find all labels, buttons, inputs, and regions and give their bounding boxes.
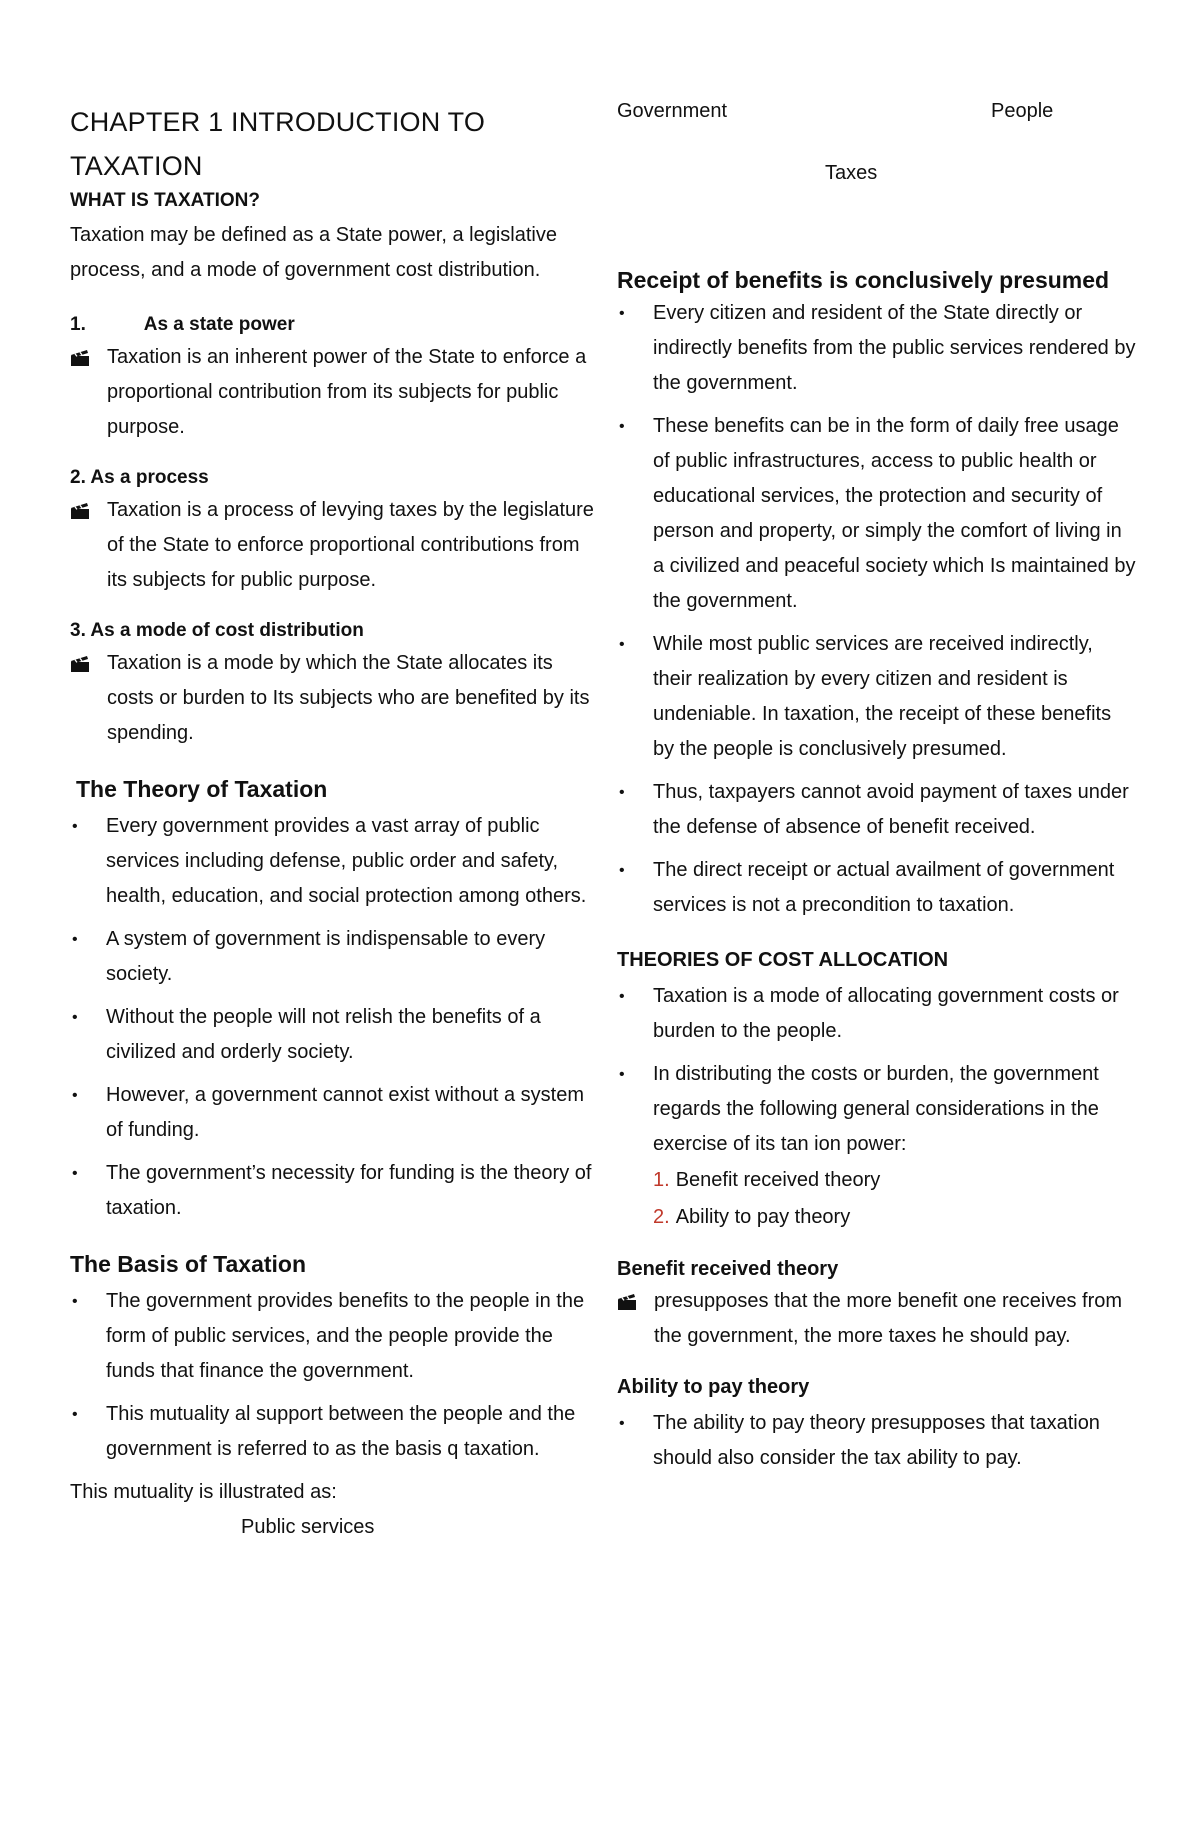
benefit-received-item: [617, 1284, 1137, 1354]
ability-to-pay-list: [617, 1406, 1137, 1476]
clapperboard-icon: [617, 1293, 637, 1311]
list-item: • Thus, taxpayers cannot avoid payment of taxes under the defense of absence of benefit received.: [619, 781, 1129, 838]
list-item: • While most public services are received indirectly, their realization by every citizen and resident is undeniable. In taxation, the receipt of these benefits by the people is conclusively presumed.: [619, 633, 1112, 760]
state-power-item: [70, 340, 600, 445]
cost-allocation-theories: [617, 1162, 1137, 1236]
basis-heading: The Basis of Taxation: [70, 1251, 307, 1277]
list-item: • The ability to pay theory presupposes that taxation should also consider the tax ability to pay.: [619, 1412, 1100, 1469]
state-power-heading: [70, 310, 600, 340]
cost-allocation-list: [617, 979, 1137, 1162]
clapperboard-icon: [70, 349, 90, 367]
state-power-number: 1.: [70, 314, 86, 335]
cost-distribution-text: Taxation is a mode by which the State allocates its costs or burden to Its subjects who are benefited by its spending.: [107, 652, 590, 744]
numbered-item: 2. Ability to pay theory: [653, 1206, 851, 1228]
what-is-taxation-text: Taxation may be defined as a State power, a legislative process, and a mode of government cost distribution.: [70, 224, 557, 281]
process-item: [70, 493, 600, 598]
list-item: • The direct receipt or actual availment of government services is not a precondition to taxation.: [619, 859, 1115, 916]
cost-distribution-heading: 3. As a mode of cost distribution: [70, 620, 364, 641]
list-item: • These benefits can be in the form of daily free usage of public infrastructures, access to public health or educational services, the protection and security of person and property, or simply the comfort of living in a civilized and peaceful society which Is maintained by the government.: [619, 415, 1136, 612]
clapperboard-icon: [70, 655, 90, 673]
chapter-title-line2: TAXATION: [70, 151, 203, 181]
chapter-title: [70, 100, 600, 188]
list-item: • Without the people will not relish the benefits of a civilized and orderly society.: [72, 1006, 541, 1063]
theory-heading: The Theory of Taxation: [76, 776, 328, 802]
left-column: [70, 100, 600, 1545]
list-item: • The government’s necessity for funding is the theory of taxation.: [72, 1162, 592, 1219]
benefit-received-text: presupposes that the more benefit one receives from the government, the more taxes he should pay.: [654, 1290, 1123, 1347]
ability-to-pay-heading: Ability to pay theory: [617, 1376, 810, 1398]
numbered-item: 1. Benefit received theory: [653, 1169, 881, 1191]
right-column: [617, 100, 1137, 1484]
diagram-people-label: People: [991, 100, 1054, 122]
receipt-list: [617, 296, 1137, 923]
diagram-government-label: Government: [617, 100, 728, 122]
cost-allocation-heading: THEORIES OF COST ALLOCATION: [617, 949, 949, 971]
list-item: • Every government provides a vast array of public services including defense, public order and safety, health, education, and social protection among others.: [72, 815, 587, 907]
clapperboard-icon: [70, 502, 90, 520]
benefit-received-heading: Benefit received theory: [617, 1258, 839, 1280]
diagram-taxes-label: Taxes: [825, 162, 878, 184]
list-item: • However, a government cannot exist without a system of funding.: [72, 1084, 585, 1141]
illustration-intro: This mutuality is illustrated as:: [70, 1481, 337, 1503]
list-item: • A system of government is indispensable to every society.: [72, 928, 546, 985]
diagram-public-services-label: Public services: [241, 1516, 375, 1538]
theory-list: [70, 809, 600, 1226]
what-is-taxation-heading: WHAT IS TAXATION?: [70, 190, 260, 211]
chapter-title-line1: CHAPTER 1 INTRODUCTION TO: [70, 107, 486, 137]
list-item: • This mutuality al support between the people and the government is referred to as the basis q taxation.: [72, 1403, 576, 1460]
mutuality-diagram-top: [617, 100, 1137, 128]
list-item: • Taxation is a mode of allocating government costs or burden to the people.: [619, 985, 1119, 1042]
cost-distribution-item: [70, 646, 600, 751]
list-item: • The government provides benefits to the people in the form of public services, and the people provide the funds that finance the government.: [72, 1290, 585, 1382]
mutuality-diagram-middle: [617, 162, 1137, 190]
basis-list: [70, 1284, 600, 1467]
state-power-text: Taxation is an inherent power of the State to enforce a proportional contribution from its subjects for public purpose.: [107, 346, 587, 438]
state-power-label: As a state power: [143, 314, 295, 335]
list-item: • In distributing the costs or burden, the government regards the following general considerations in the exercise of its tan ion power:: [619, 1063, 1099, 1155]
receipt-heading: Receipt of benefits is conclusively presumed: [617, 267, 1110, 293]
process-text: Taxation is a process of levying taxes by the legislature of the State to enforce proportional contributions from its subjects for public purpose.: [107, 499, 594, 591]
process-heading: 2. As a process: [70, 467, 209, 488]
list-item: • Every citizen and resident of the State directly or indirectly benefits from the public services rendered by the government.: [619, 302, 1136, 394]
